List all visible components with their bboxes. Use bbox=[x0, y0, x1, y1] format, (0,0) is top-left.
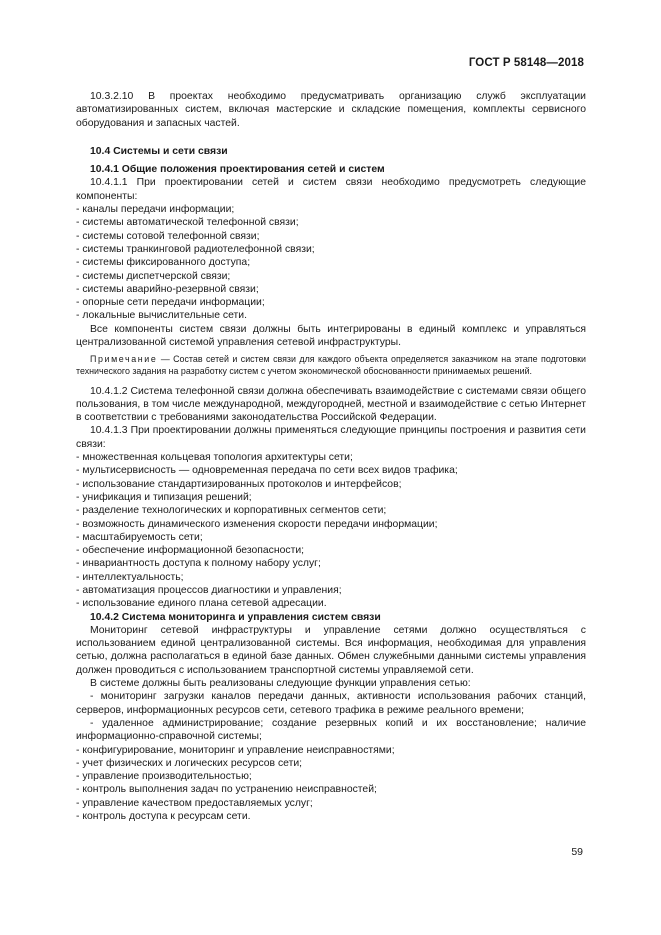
paragraph-integration: Все компоненты систем связи должны быть интегрированы в единый комплекс и управляться централизованной системой управления сетевой инфраструктуры. bbox=[76, 323, 586, 349]
list-item: - учет физических и логических ресурсов сети; bbox=[76, 757, 303, 769]
paragraph-10-4-1-1: 10.4.1.1 При проектировании сетей и систем связи необходимо предусмотреть следующие компоненты: bbox=[76, 177, 586, 202]
list-item: - системы автоматической телефонной связи; bbox=[76, 217, 299, 229]
list-item: - интеллектуальность; bbox=[76, 571, 184, 583]
page-number: 59 bbox=[571, 846, 583, 858]
list-item: - удаленное администрирование; создание резервных копий и их восстановление; наличие информационно-справочной системы; bbox=[76, 717, 586, 743]
list-item: - контроль выполнения задач по устранению неисправностей; bbox=[76, 784, 377, 796]
list-item: - автоматизация процессов диагностики и управления; bbox=[76, 584, 342, 596]
list-item: - масштабируемость сети; bbox=[76, 531, 203, 543]
list-item: - опорные сети передачи информации; bbox=[76, 297, 265, 309]
list-item: - управление качеством предоставляемых услуг; bbox=[76, 797, 313, 809]
list-item: - множественная кольцевая топология архитектуры сети; bbox=[76, 452, 353, 464]
note-label: Примечание bbox=[90, 354, 158, 365]
subsection-heading-10-4-2: 10.4.2 Система мониторинга и управления систем связи bbox=[90, 611, 381, 623]
paragraph-10-4-1-3: 10.4.1.3 При проектировании должны применяться следующие принципы построения и развития сети связи: bbox=[76, 425, 586, 450]
list-item: - мониторинг загрузки каналов передачи данных, активности использования рабочих станций, серверов, информационных ресурсов сети, сетевого трафика в режиме реального времени; bbox=[76, 691, 586, 716]
list-item: - разделение технологических и корпоративных сегментов сети; bbox=[76, 505, 387, 517]
list-item: - контроль доступа к ресурсам сети. bbox=[76, 811, 251, 823]
list-item: - унификация и типизация решений; bbox=[76, 491, 252, 503]
list-item: - системы сотовой телефонной связи; bbox=[76, 230, 260, 242]
principles-list bbox=[76, 451, 586, 611]
list-item: - обеспечение информационной безопасности; bbox=[76, 545, 305, 557]
section-heading-10-4: 10.4 Системы и сети связи bbox=[90, 145, 228, 157]
list-item: - инвариантность доступа к полному набору услуг; bbox=[76, 558, 321, 570]
document-code: ГОСТ Р 58148—2018 bbox=[468, 57, 584, 69]
list-item: - каналы передачи информации; bbox=[76, 204, 235, 216]
list-item: - системы фиксированного доступа; bbox=[76, 257, 251, 269]
note bbox=[76, 354, 586, 377]
components-list bbox=[76, 203, 586, 323]
list-item: - системы транкинговой радиотелефонной связи; bbox=[76, 243, 315, 255]
paragraph-10-4-1-2: 10.4.1.2 Система телефонной связи должна обеспечивать взаимодействие с системами связи общего пользования, в том числе международной, междугородней, местной и взаимодействие с сетью Интернет в соответствии с требованиями законодательства Российской Федерации. bbox=[76, 385, 586, 424]
list-item: - возможность динамического изменения скорости передачи информации; bbox=[76, 518, 438, 530]
list-item: - мультисервисность — одновременная передача по сети всех видов трафика; bbox=[76, 465, 458, 477]
list-item: - управление производительностью; bbox=[76, 771, 252, 783]
paragraph-functions: В системе должны быть реализованы следующие функции управления сетью: bbox=[90, 678, 471, 690]
paragraph-monitoring: Мониторинг сетевой инфраструктуры и управление сетями должно осуществляться с использованием единой централизованной системы. Вся информация, необходимая для управления сетью, должна располагаться в единой базе данных. Обмен служебными данными системы управления должен проводиться с использованием транспортной системы управляемой сети. bbox=[76, 624, 586, 676]
list-item: - системы диспетчерской связи; bbox=[76, 270, 231, 282]
note-text: — Состав сетей и систем связи для каждого объекта определяется заказчиком на этапе подготовки технического задания на разработку систем с учетом экономической обоснованности принимаемых решений. bbox=[76, 354, 586, 376]
functions-list bbox=[76, 690, 586, 823]
list-item: - конфигурирование, мониторинг и управление неисправностями; bbox=[76, 744, 395, 756]
subsection-heading-10-4-1: 10.4.1 Общие положения проектирования сетей и систем bbox=[90, 164, 385, 176]
list-item: - локальные вычислительные сети. bbox=[76, 310, 247, 322]
page-body bbox=[76, 90, 586, 823]
list-item: - использование стандартизированных протоколов и интерфейсов; bbox=[76, 478, 402, 490]
list-item: - использование единого плана сетевой адресации. bbox=[76, 598, 327, 610]
paragraph-10-3-2-10: 10.3.2.10 В проектах необходимо предусматривать организацию служб эксплуатации автоматизированных систем, включая мастерские и складские помещения, комплекты сервисного оборудования и запасных частей. bbox=[76, 91, 586, 129]
list-item: - системы аварийно-резервной связи; bbox=[76, 283, 259, 295]
